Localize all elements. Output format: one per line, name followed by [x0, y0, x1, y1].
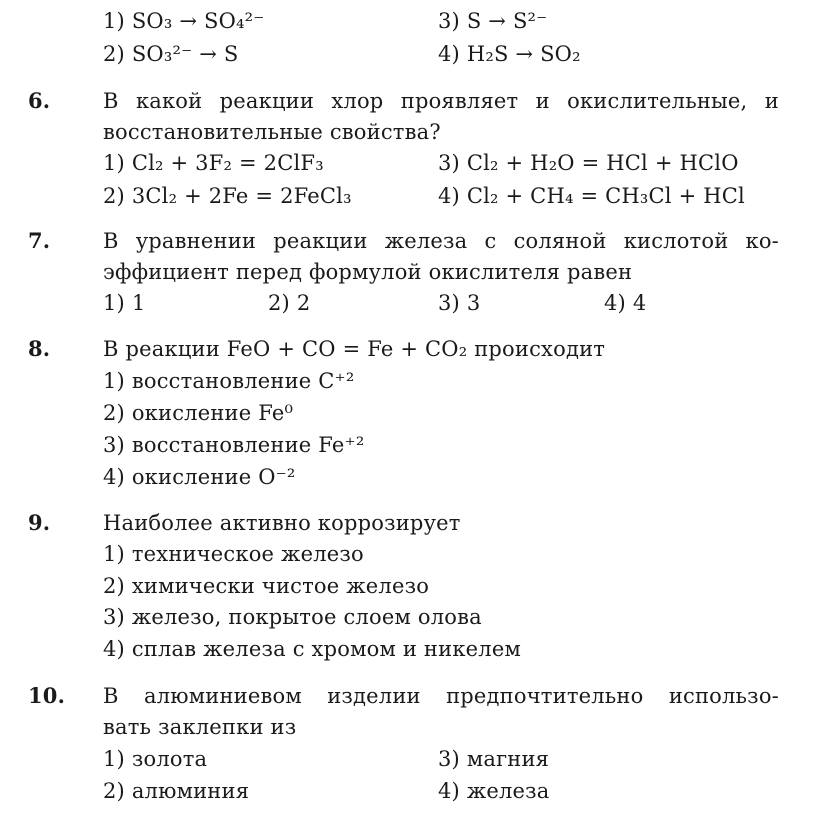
- q8-stem: В реакции FeO + CO = Fe + CO₂ происходит: [103, 337, 606, 361]
- q10-option-2: 2) алюминия: [103, 779, 250, 803]
- q8-option-2: 2) окисление Fe⁰: [103, 401, 294, 425]
- q9-option-4: 4) сплав железа с хромом и никелем: [103, 637, 521, 661]
- q6-stem-line2: восстановительные свойства?: [103, 120, 441, 144]
- q8-option-3: 3) восстановление Fe⁺²: [103, 433, 365, 457]
- q9-option-2: 2) химически чистое железо: [103, 574, 430, 598]
- q8-option-1: 1) восстановление C⁺²: [103, 369, 355, 393]
- q10-option-3: 3) магния: [438, 747, 550, 771]
- q9-option-3: 3) железо, покрытое слоем олова: [103, 605, 482, 629]
- q9-option-1: 1) техническое железо: [103, 542, 364, 566]
- q6-option-1: 1) Cl₂ + 3F₂ = 2ClF₃: [103, 151, 324, 175]
- q8-number: 8.: [28, 336, 51, 361]
- q5-option-4: 4) H₂S → SO₂: [438, 42, 581, 66]
- q6-option-3: 3) Cl₂ + H₂O = HCl + HClO: [438, 151, 739, 175]
- q10-stem-line2: вать заклепки из: [103, 715, 297, 739]
- q7-number: 7.: [28, 228, 51, 253]
- q6-stem-line1: В какой реакции хлор проявляет и окислительные, и: [103, 89, 779, 113]
- q6-number: 6.: [28, 88, 51, 113]
- q7-stem-line2: эффициент перед формулой окислителя равен: [103, 260, 633, 284]
- q5-option-3: 3) S → S²⁻: [438, 9, 548, 33]
- q6-option-2: 2) 3Cl₂ + 2Fe = 2FeCl₃: [103, 184, 352, 208]
- q7-option-3: 3) 3: [438, 291, 481, 315]
- q9-stem: Наиболее активно коррозирует: [103, 511, 461, 535]
- q10-option-4: 4) железа: [438, 779, 550, 803]
- q7-stem-line1: В уравнении реакции железа с соляной кислотой ко-: [103, 229, 779, 253]
- q8-option-4: 4) окисление O⁻²: [103, 465, 296, 489]
- q5-option-1: 1) SO₃ → SO₄²⁻: [103, 9, 265, 33]
- q9-number: 9.: [28, 510, 51, 535]
- q10-stem-line1: В алюминиевом изделии предпочтительно использо-: [103, 684, 779, 708]
- q10-option-1: 1) золота: [103, 747, 208, 771]
- q10-number: 10.: [28, 683, 66, 708]
- q7-option-2: 2) 2: [268, 291, 311, 315]
- q5-option-2: 2) SO₃²⁻ → S: [103, 42, 239, 66]
- q6-option-4: 4) Cl₂ + CH₄ = CH₃Cl + HCl: [438, 184, 745, 208]
- q7-option-4: 4) 4: [604, 291, 647, 315]
- q7-option-1: 1) 1: [103, 291, 146, 315]
